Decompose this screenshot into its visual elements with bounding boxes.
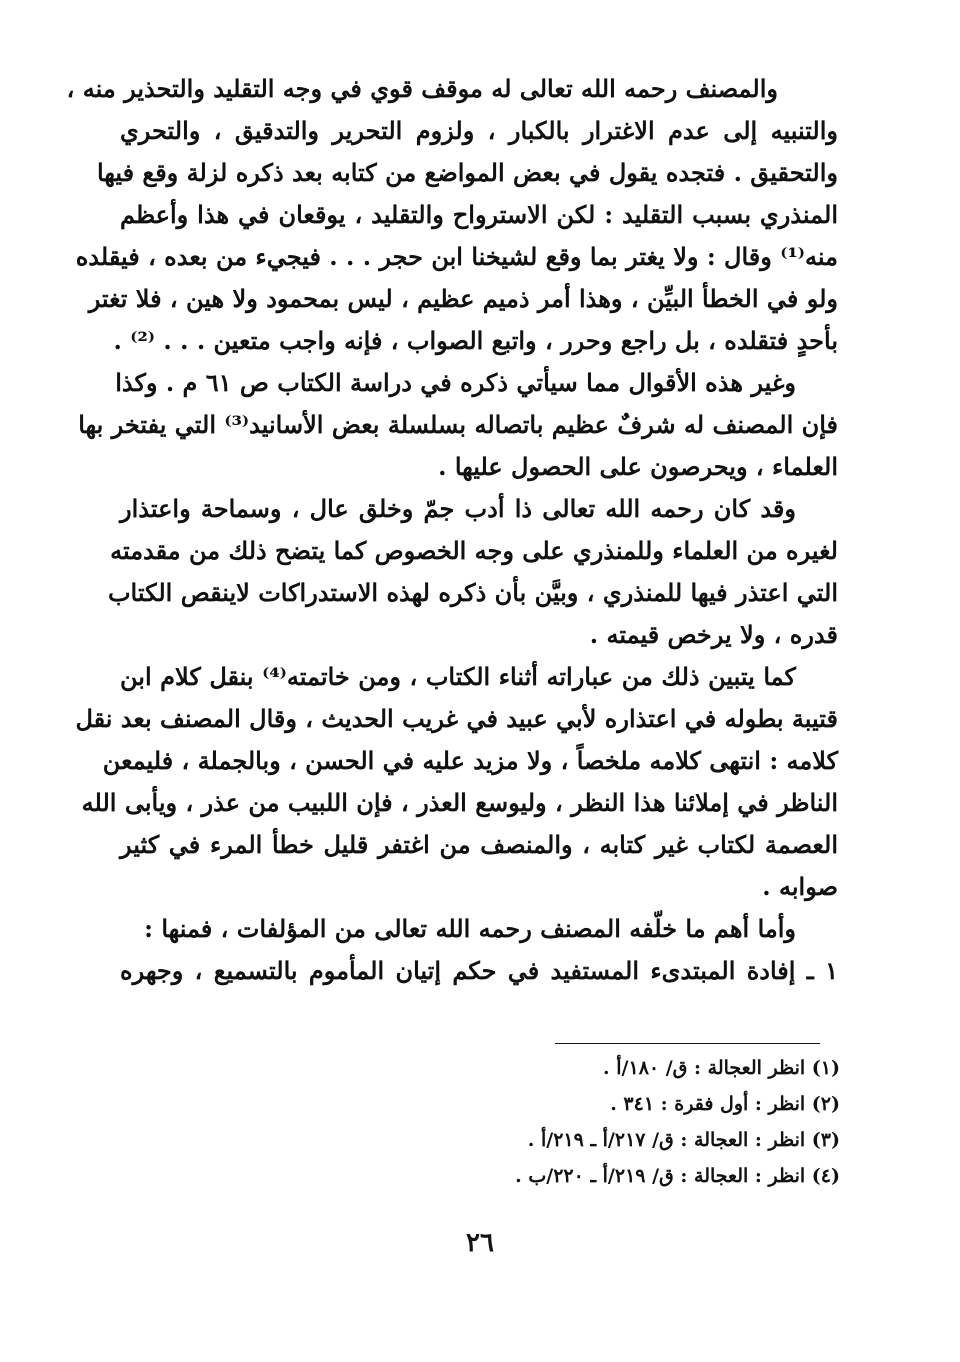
body-text bbox=[66, 68, 838, 992]
text-line: لغيره من العلماء وللمنذري على وجه الخصوص كما يتضح ذلك من مقدمته bbox=[110, 536, 838, 565]
text-line: المنذري بسبب التقليد : لكن الاسترواح والتقليد ، يوقعان في هذا وأعظم bbox=[120, 200, 838, 229]
footnote: (٢) انظر : أول فقرة : ٣٤١ . bbox=[610, 1093, 840, 1115]
text-line: قتيبة بطوله في اعتذاره لأبي عبيد في غريب الحديث ، وقال المصنف بعد نقل bbox=[75, 704, 838, 733]
text-line: العلماء ، ويحرصون على الحصول عليها . bbox=[438, 452, 838, 481]
text-line: بأحدٍ فتقلده ، بل راجع وحرر ، واتبع الصواب ، فإنه واجب متعين . . . ⁽²⁾ . bbox=[113, 326, 838, 355]
text-line: والمصنف رحمه الله تعالى له موقف قوي في وجه التقليد والتحذير منه ، bbox=[66, 74, 778, 103]
text-line: والتنبيه إلى عدم الاغترار بالكبار ، ولزوم التحرير والتدقيق ، والتحري bbox=[120, 116, 838, 145]
footnote: (٣) انظر : العجالة : ق/ ٢١٧/أ ـ ٢١٩/أ . bbox=[527, 1129, 840, 1151]
text-line: والتحقيق . فتجده يقول في بعض المواضع من كتابه بعد ذكره لزلة وقع فيها bbox=[96, 158, 838, 187]
footnotes bbox=[300, 1050, 840, 1194]
text-line: فإن المصنف له شرفٌ عظيم باتصاله بسلسلة بعض الأسانيد⁽³⁾ التي يفتخر بها bbox=[78, 410, 838, 439]
text-line: منه⁽¹⁾ وقال : ولا يغتر بما وقع لشيخنا ابن حجر . . . فيجيء من بعده ، فيقلده bbox=[75, 242, 838, 271]
text-line: وغير هذه الأقوال مما سيأتي ذكره في دراسة الكتاب ص ٦١ م . وكذا bbox=[115, 368, 796, 397]
text-line: كما يتبين ذلك من عباراته أثناء الكتاب ، ومن خاتمته⁽⁴⁾ بنقل كلام ابن bbox=[120, 662, 796, 691]
text-line: التي اعتذر فيها للمنذري ، وبيَّن بأن ذكره لهذه الاستدراكات لاينقص الكتاب bbox=[107, 578, 838, 607]
text-line: وقد كان رحمه الله تعالى ذا أدب جمّ وخلق عال ، وسماحة واعتذار bbox=[120, 494, 796, 523]
text-line: كلامه : انتهى كلامه ملخصاً ، ولا مزيد عليه في الحسن ، وبالجملة ، فليمعن bbox=[102, 746, 838, 775]
page-number: ٢٦ bbox=[466, 1228, 494, 1258]
footnote-separator bbox=[555, 1043, 820, 1044]
text-line: قدره ، ولا يرخص قيمته . bbox=[589, 620, 838, 649]
text-line: الناظر في إملائنا هذا النظر ، وليوسع العذر ، فإن اللبيب من عذر ، ويأبى الله bbox=[81, 788, 838, 817]
text-line: صوابه . bbox=[762, 872, 838, 901]
text-line: العصمة لكتاب غير كتابه ، والمنصف من اغتفر قليل خطأ المرء في كثير bbox=[120, 830, 838, 859]
text-line: ١ ـ إفادة المبتدىء المستفيد في حكم إتيان المأموم بالتسميع ، وجهره bbox=[120, 956, 838, 985]
footnote: (١) انظر العجالة : ق/ ١٨٠/أ . bbox=[603, 1057, 840, 1079]
text-line: ولو في الخطأ البيِّن ، وهذا أمر ذميم عظيم ، ليس بمحمود ولا هين ، فلا تغتر bbox=[88, 284, 838, 313]
text-line: وأما أهم ما خلّفه المصنف رحمه الله تعالى من المؤلفات ، فمنها : bbox=[144, 914, 796, 943]
footnote: (٤) انظر : العجالة : ق/ ٢١٩/أ ـ ٢٢٠/ب . bbox=[515, 1165, 840, 1187]
